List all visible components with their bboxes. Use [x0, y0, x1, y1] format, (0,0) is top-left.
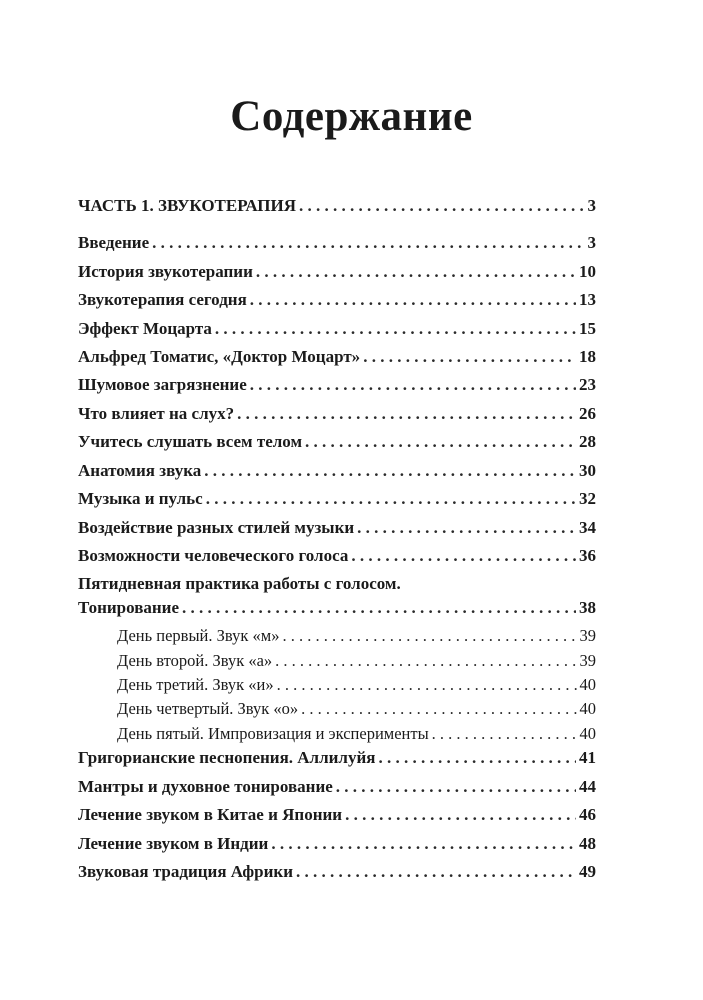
dot-leader — [305, 431, 576, 453]
toc-entry-label: Музыка и пульс — [78, 489, 203, 508]
toc-entry-label: Введение — [78, 233, 150, 252]
toc-entry-label: Григорианские песнопения. Аллилуйя — [78, 748, 376, 767]
dot-leader — [363, 346, 576, 368]
toc-entry-label: История звукотерапии — [78, 262, 253, 281]
toc-entry-label: День первый. Звук «м» — [117, 626, 280, 645]
toc-page-number: 40 — [579, 724, 596, 743]
toc-page-number: 26 — [579, 404, 596, 423]
toc-subentry — [117, 650, 596, 672]
toc-page-number: 38 — [579, 598, 596, 617]
toc-entry — [78, 261, 596, 283]
toc-entry-label: Лечение звуком в Китае и Японии — [78, 805, 343, 824]
dot-leader — [182, 597, 576, 619]
toc-entry-label: Звуковая традиция Африки — [78, 862, 294, 881]
toc-subentry — [117, 723, 596, 745]
dot-leader — [357, 517, 576, 539]
dot-leader — [256, 261, 576, 283]
dot-leader — [351, 545, 576, 567]
toc-entry-label: Звукотерапия сегодня — [78, 290, 247, 309]
toc-entry-label: Учитесь слушать всем телом — [78, 432, 303, 451]
toc-entry — [78, 431, 596, 453]
dot-leader — [336, 776, 576, 798]
toc-entry — [78, 374, 596, 396]
toc-entry-label: Альфред Томатис, «Доктор Моцарт» — [78, 347, 361, 366]
table-of-contents — [78, 0, 596, 1000]
toc-entry — [78, 289, 596, 311]
dot-leader — [215, 318, 576, 340]
toc-entry-label: Мантры и духовное тонирование — [78, 777, 333, 796]
toc-page-number: 46 — [579, 805, 596, 824]
toc-page-number: 30 — [579, 461, 596, 480]
dot-leader — [275, 650, 576, 672]
toc-entry — [78, 346, 596, 368]
toc-page-number: 39 — [579, 626, 596, 645]
toc-page-number: 40 — [579, 699, 596, 718]
toc-page-number: 13 — [579, 290, 596, 309]
dot-leader — [237, 403, 576, 425]
toc-page-number: 39 — [579, 651, 596, 670]
toc-page-number: 15 — [579, 319, 596, 338]
toc-page-number: 32 — [579, 489, 596, 508]
dot-leader — [206, 488, 576, 510]
toc-page-number: 23 — [579, 375, 596, 394]
toc-entry — [78, 318, 596, 340]
toc-page-number: 48 — [579, 834, 596, 853]
toc-entry-label: День второй. Звук «а» — [117, 651, 273, 670]
toc-entry-part1 — [78, 195, 596, 217]
toc-page-number: 36 — [579, 546, 596, 565]
dot-leader — [345, 804, 576, 826]
toc-page-number: 34 — [579, 518, 596, 537]
dot-leader — [271, 833, 576, 855]
dot-leader — [301, 698, 576, 720]
toc-entry — [78, 833, 596, 855]
toc-entry — [78, 776, 596, 798]
toc-entry-label: Эффект Моцарта — [78, 319, 212, 338]
toc-page-number: 3 — [587, 196, 596, 215]
dot-leader — [378, 747, 576, 769]
toc-entry — [78, 488, 596, 510]
toc-entry-label: Воздействие разных стилей музыки — [78, 518, 355, 537]
toc-entry-label: День пятый. Импровизация и эксперименты — [117, 724, 429, 743]
toc-entry — [78, 861, 596, 883]
dot-leader — [250, 289, 576, 311]
toc-entry-label: Анатомия звука — [78, 461, 202, 480]
toc-page-number: 40 — [579, 675, 596, 694]
toc-entry-label: Лечение звуком в Индии — [78, 834, 269, 853]
toc-entry — [78, 517, 596, 539]
toc-page-number: 44 — [579, 777, 596, 796]
toc-subentry — [117, 674, 596, 696]
dot-leader — [277, 674, 577, 696]
toc-entry-label: День третий. Звук «и» — [117, 675, 274, 694]
toc-entry — [78, 804, 596, 826]
toc-entry-label: Шумовое загрязнение — [78, 375, 247, 394]
dot-leader — [250, 374, 576, 396]
toc-subentry — [117, 698, 596, 720]
toc-entry-label: Что влияет на слух? — [78, 404, 235, 423]
toc-entry — [78, 232, 596, 254]
toc-subentry — [117, 625, 596, 647]
toc-page-number: 10 — [579, 262, 596, 281]
toc-page-number: 41 — [579, 748, 596, 767]
toc-entry-label: Тонирование — [78, 598, 180, 617]
toc-entry-label-line1: Пятидневная практика работы с голосом. — [78, 574, 401, 593]
toc-entry-label: Возможности человеческого голоса — [78, 546, 349, 565]
toc-page-number: 3 — [587, 233, 596, 252]
toc-entry — [78, 747, 596, 769]
dot-leader — [296, 861, 576, 883]
toc-entry — [78, 403, 596, 425]
dot-leader — [204, 460, 576, 482]
dot-leader — [299, 195, 584, 217]
toc-entry — [78, 545, 596, 567]
dot-leader — [282, 625, 576, 647]
toc-page-number: 49 — [579, 862, 596, 881]
toc-entry — [78, 460, 596, 482]
page-title: Содержание — [230, 93, 473, 140]
toc-entry-label: День четвертый. Звук «о» — [117, 699, 299, 718]
toc-entry-label: ЧАСТЬ 1. ЗВУКОТЕРАПИЯ — [78, 196, 297, 215]
toc-page-number: 18 — [579, 347, 596, 366]
toc-page-number: 28 — [579, 432, 596, 451]
toc-entry — [78, 597, 596, 619]
dot-leader — [152, 232, 584, 254]
dot-leader — [432, 723, 577, 745]
